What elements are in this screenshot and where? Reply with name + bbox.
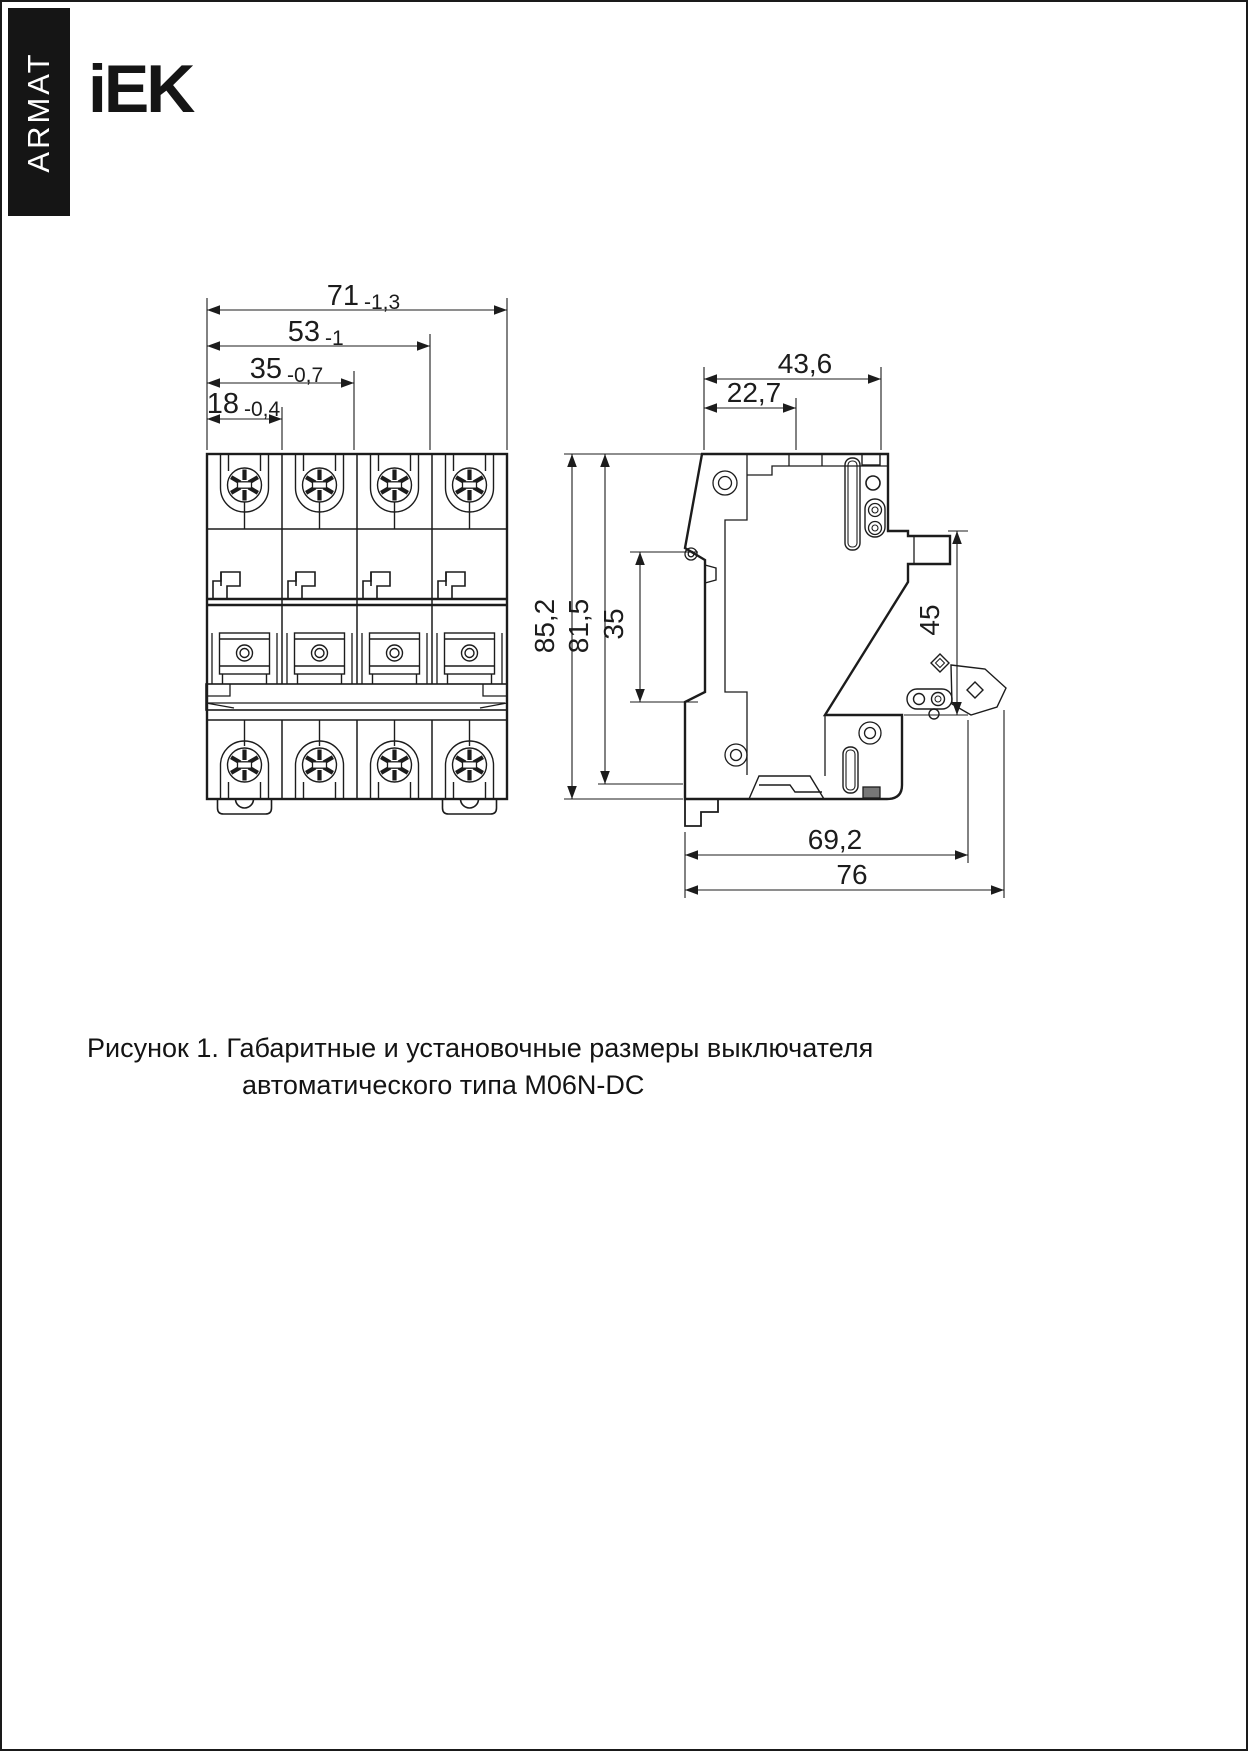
dim-top-width-inner: 22,7 (726, 377, 782, 408)
technical-drawing (2, 2, 1248, 1751)
figure-caption-line2: автоматического типа М06N-DC (242, 1070, 645, 1100)
front-view-drawing (206, 280, 507, 814)
dim-front-height: 45 (914, 604, 945, 636)
front-mounting-bar (206, 684, 507, 710)
dim-width-18: 18 (206, 388, 239, 420)
dim-width-71-tolerance: -1,3 (364, 291, 401, 314)
dim-top-width: 43,6 (777, 348, 833, 379)
dim-width-71: 71 (326, 280, 359, 312)
armat-vertical-label: ARMAT (21, 51, 56, 173)
dim-width-35: 35 (249, 353, 282, 385)
dim-din-rail: 35 (598, 608, 629, 640)
iek-logo: iEK (88, 51, 193, 127)
dim-depth-body: 69,2 (807, 824, 863, 855)
dim-width-53: 53 (287, 316, 320, 348)
dim-depth-overall: 76 (836, 859, 868, 890)
dim-height-overall: 85,2 (529, 598, 560, 654)
side-view-drawing (529, 348, 1006, 898)
dim-width-18-tolerance: -0,4 (244, 398, 281, 421)
dim-height-body: 81,5 (563, 598, 594, 654)
dim-width-35-tolerance: -0,7 (287, 364, 324, 387)
figure-caption-line1: Рисунок 1. Габаритные и установочные размеры выключателя (87, 1033, 874, 1063)
dim-width-53-tolerance: -1 (325, 327, 344, 350)
figure-caption (87, 1030, 1067, 1104)
